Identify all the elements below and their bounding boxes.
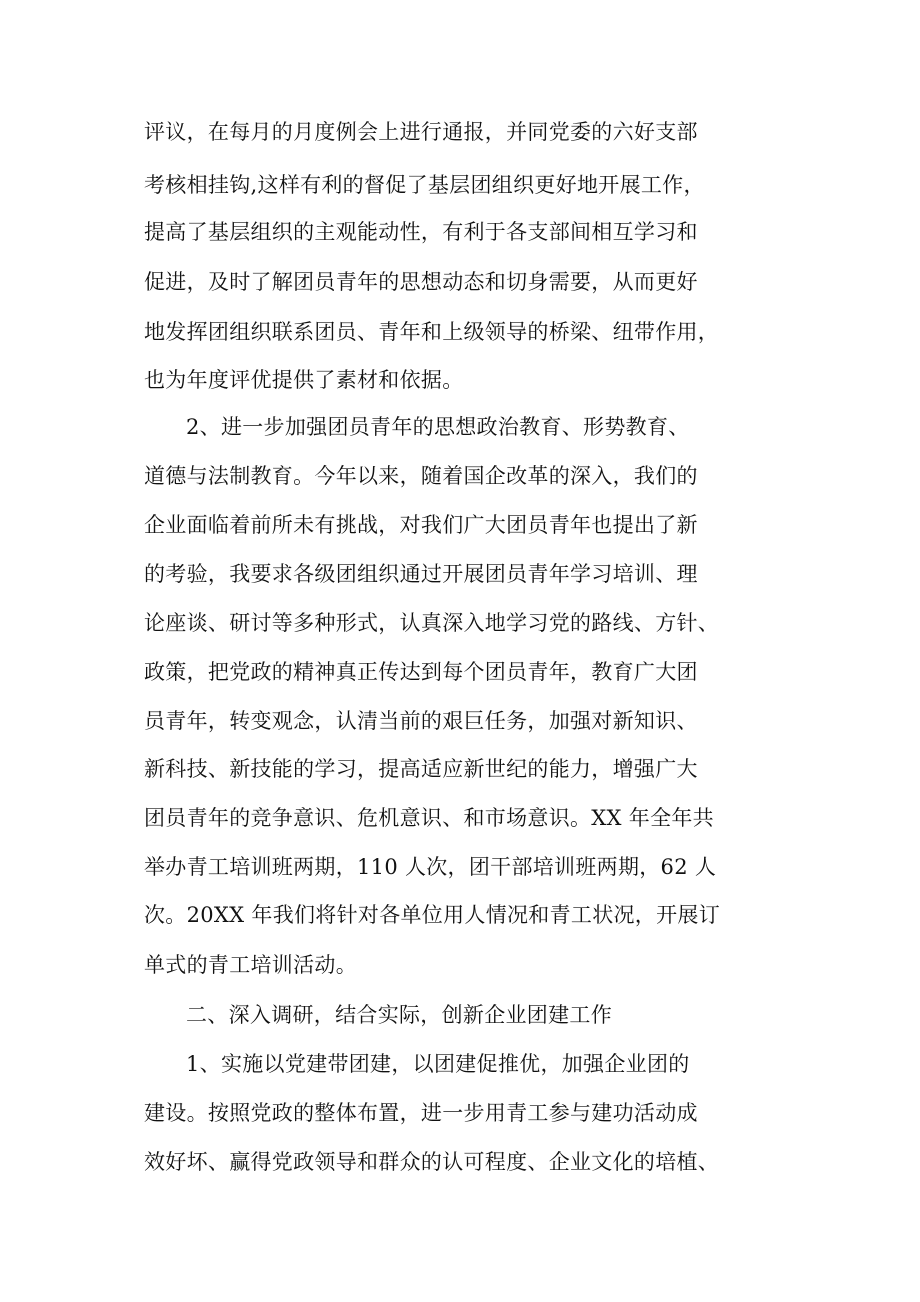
text-line: 提高了基层组织的主观能动性，有利于各支部间相互学习和 bbox=[144, 220, 698, 244]
text-line: 员青年，转变观念，认清当前的艰巨任务，加强对新知识、 bbox=[144, 709, 698, 733]
text-line: 也为年度评优提供了素材和依据。 bbox=[144, 368, 464, 392]
text-line: 1、实施以党建带团建，以团建促推优，加强企业团的 bbox=[186, 1052, 690, 1076]
text-line: 地发挥团组织联系团员、青年和上级领导的桥梁、纽带作用， bbox=[144, 320, 720, 344]
text-line: 论座谈、研讨等多种形式，认真深入地学习党的路线、方针、 bbox=[144, 611, 720, 635]
text-line: 考核相挂钩,这样有利的督促了基层团组织更好地开展工作， bbox=[144, 173, 705, 197]
text-line: 2、进一步加强团员青年的思想政治教育、形势教育、 bbox=[186, 415, 690, 439]
text-line: 评议，在每月的月度例会上进行通报，并同党委的六好支部 bbox=[144, 120, 698, 144]
text-line: 单式的青工培训活动。 bbox=[144, 953, 357, 977]
text-line: 新科技、新技能的学习，提高适应新世纪的能力，增强广大 bbox=[144, 757, 698, 781]
text-line: 团员青年的竞争意识、危机意识、和市场意识。XX 年全年共 bbox=[144, 806, 714, 830]
text-line: 次。20XX 年我们将针对各单位用人情况和青工状况，开展订 bbox=[144, 903, 720, 927]
text-line: 企业面临着前所未有挑战，对我们广大团员青年也提出了新 bbox=[144, 513, 698, 537]
section-heading: 二、深入调研，结合实际，创新企业团建工作 bbox=[186, 1003, 612, 1027]
text-line: 政策，把党政的精神真正传达到每个团员青年，教育广大团 bbox=[144, 660, 698, 684]
text-line: 促进，及时了解团员青年的思想动态和切身需要，从而更好 bbox=[144, 270, 698, 294]
text-line: 效好坏、赢得党政领导和群众的认可程度、企业文化的培植、 bbox=[144, 1150, 720, 1174]
text-line: 道德与法制教育。今年以来，随着国企改革的深入，我们的 bbox=[144, 464, 698, 488]
text-line: 的考验，我要求各级团组织通过开展团员青年学习培训、理 bbox=[144, 562, 698, 586]
text-line: 举办青工培训班两期，110 人次，团干部培训班两期，62 人 bbox=[144, 855, 717, 879]
text-line: 建设。按照党政的整体布置，进一步用青工参与建功活动成 bbox=[144, 1101, 698, 1125]
